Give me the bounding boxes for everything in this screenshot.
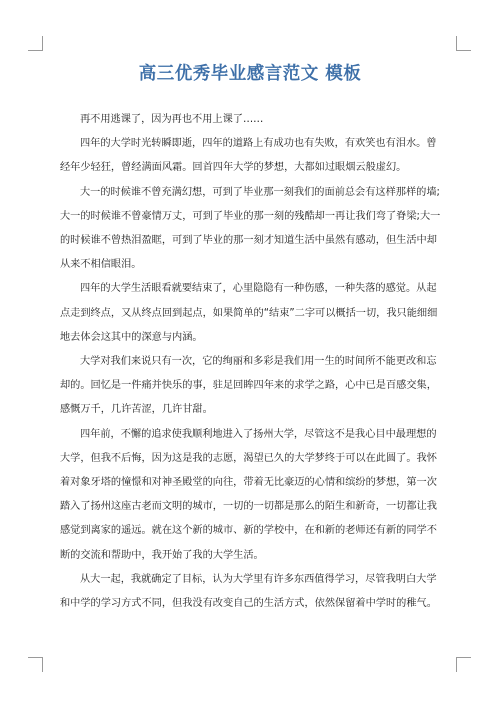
paragraph-3	[60, 181, 448, 278]
text-line: 点走到终点，又从终点回到起点，如果简单的“结束”二字可以概括一切，我只能细细	[60, 307, 438, 319]
paragraph-4	[60, 277, 448, 350]
text-line: 四年前，不懈的追求使我顺利地进入了扬州大学，尽管这不是我心目中最理想的	[80, 428, 437, 440]
text-line: 大一的时候谁不曾充满幻想，可到了毕业那一刻我们的面前总会有这样那样的墙;	[80, 186, 440, 198]
text-line: 断的交流和帮助中，我开始了我的大学生活。	[60, 549, 264, 561]
text-line: 再不用逃课了，因为再也不用上课了……	[80, 114, 264, 125]
text-line: 感觉到离家的遥远。就在这个新的城市、新的学校中，在和新的老师还有新的同学不	[60, 525, 437, 537]
text-line: 着对象牙塔的憧憬和对神圣殿堂的向往，带着无比豪迈的心情和缤纷的梦想，第一次	[60, 477, 437, 489]
text-line: 踏入了扬州这座古老而文明的城市，一切的一切都是那么的陌生和新奇，一切都让我	[60, 501, 437, 513]
text-line: 四年的大学时光转瞬即逝，四年的道路上有成功也有失败，有欢笑也有泪水。曾	[80, 138, 437, 150]
text-line: 却的。回忆是一件痛并快乐的事，驻足回眸四年来的求学之路，心中已是百感交集，	[60, 380, 437, 392]
text-line: 经年少轻狂，曾经满面风霜。回首四年大学的梦想，大都如过眼烟云般虚幻。	[60, 162, 407, 174]
document-title: 高三优秀毕业感言范文 模板	[138, 64, 362, 84]
text-line: 大学对我们来说只有一次，它的绚丽和多彩是我们用一生的时间所不能更改和忘	[80, 356, 437, 368]
crop-mark-bottom-left	[28, 657, 43, 672]
crop-mark-top-left	[28, 36, 43, 51]
text-line: 大一的时候谁不曾豪情万丈，可到了毕业的那一刻的残酷却一再让我们弯了脊梁;大一	[60, 210, 441, 222]
paragraph-6	[60, 423, 448, 568]
paragraph-2	[60, 132, 448, 180]
document-body	[60, 108, 448, 616]
text-line: 的时候谁不曾热泪盈眶，可到了毕业的那一刻才知道生活中虽然有感动，但生活中却	[60, 235, 437, 247]
paragraph-7	[60, 568, 448, 616]
text-line: 地去体会这其中的深意与内涵。	[60, 331, 203, 343]
text-line: 大学，但我不后悔，因为这是我的志愿，渴望已久的大学梦终于可以在此圆了。我怀	[60, 452, 437, 464]
text-line: 从大一起，我就确定了目标，认为大学里有许多东西值得学习，尽管我明白大学	[80, 573, 437, 585]
text-line: 四年的大学生活眼看就要结束了，心里隐隐有一种伤感，一种失落的感觉。从起	[80, 283, 437, 295]
crop-mark-bottom-right	[456, 657, 471, 672]
crop-mark-top-right	[456, 36, 471, 51]
text-line: 感慨万千，几许苦涩，几许甘甜。	[60, 404, 213, 416]
paragraph-1	[60, 108, 448, 132]
text-line: 和中学的学习方式不同，但我没有改变自己的生活方式，依然保留着中学时的稚气。	[60, 598, 437, 610]
text-line: 从来不相信眼泪。	[60, 259, 142, 271]
paragraph-5	[60, 350, 448, 423]
